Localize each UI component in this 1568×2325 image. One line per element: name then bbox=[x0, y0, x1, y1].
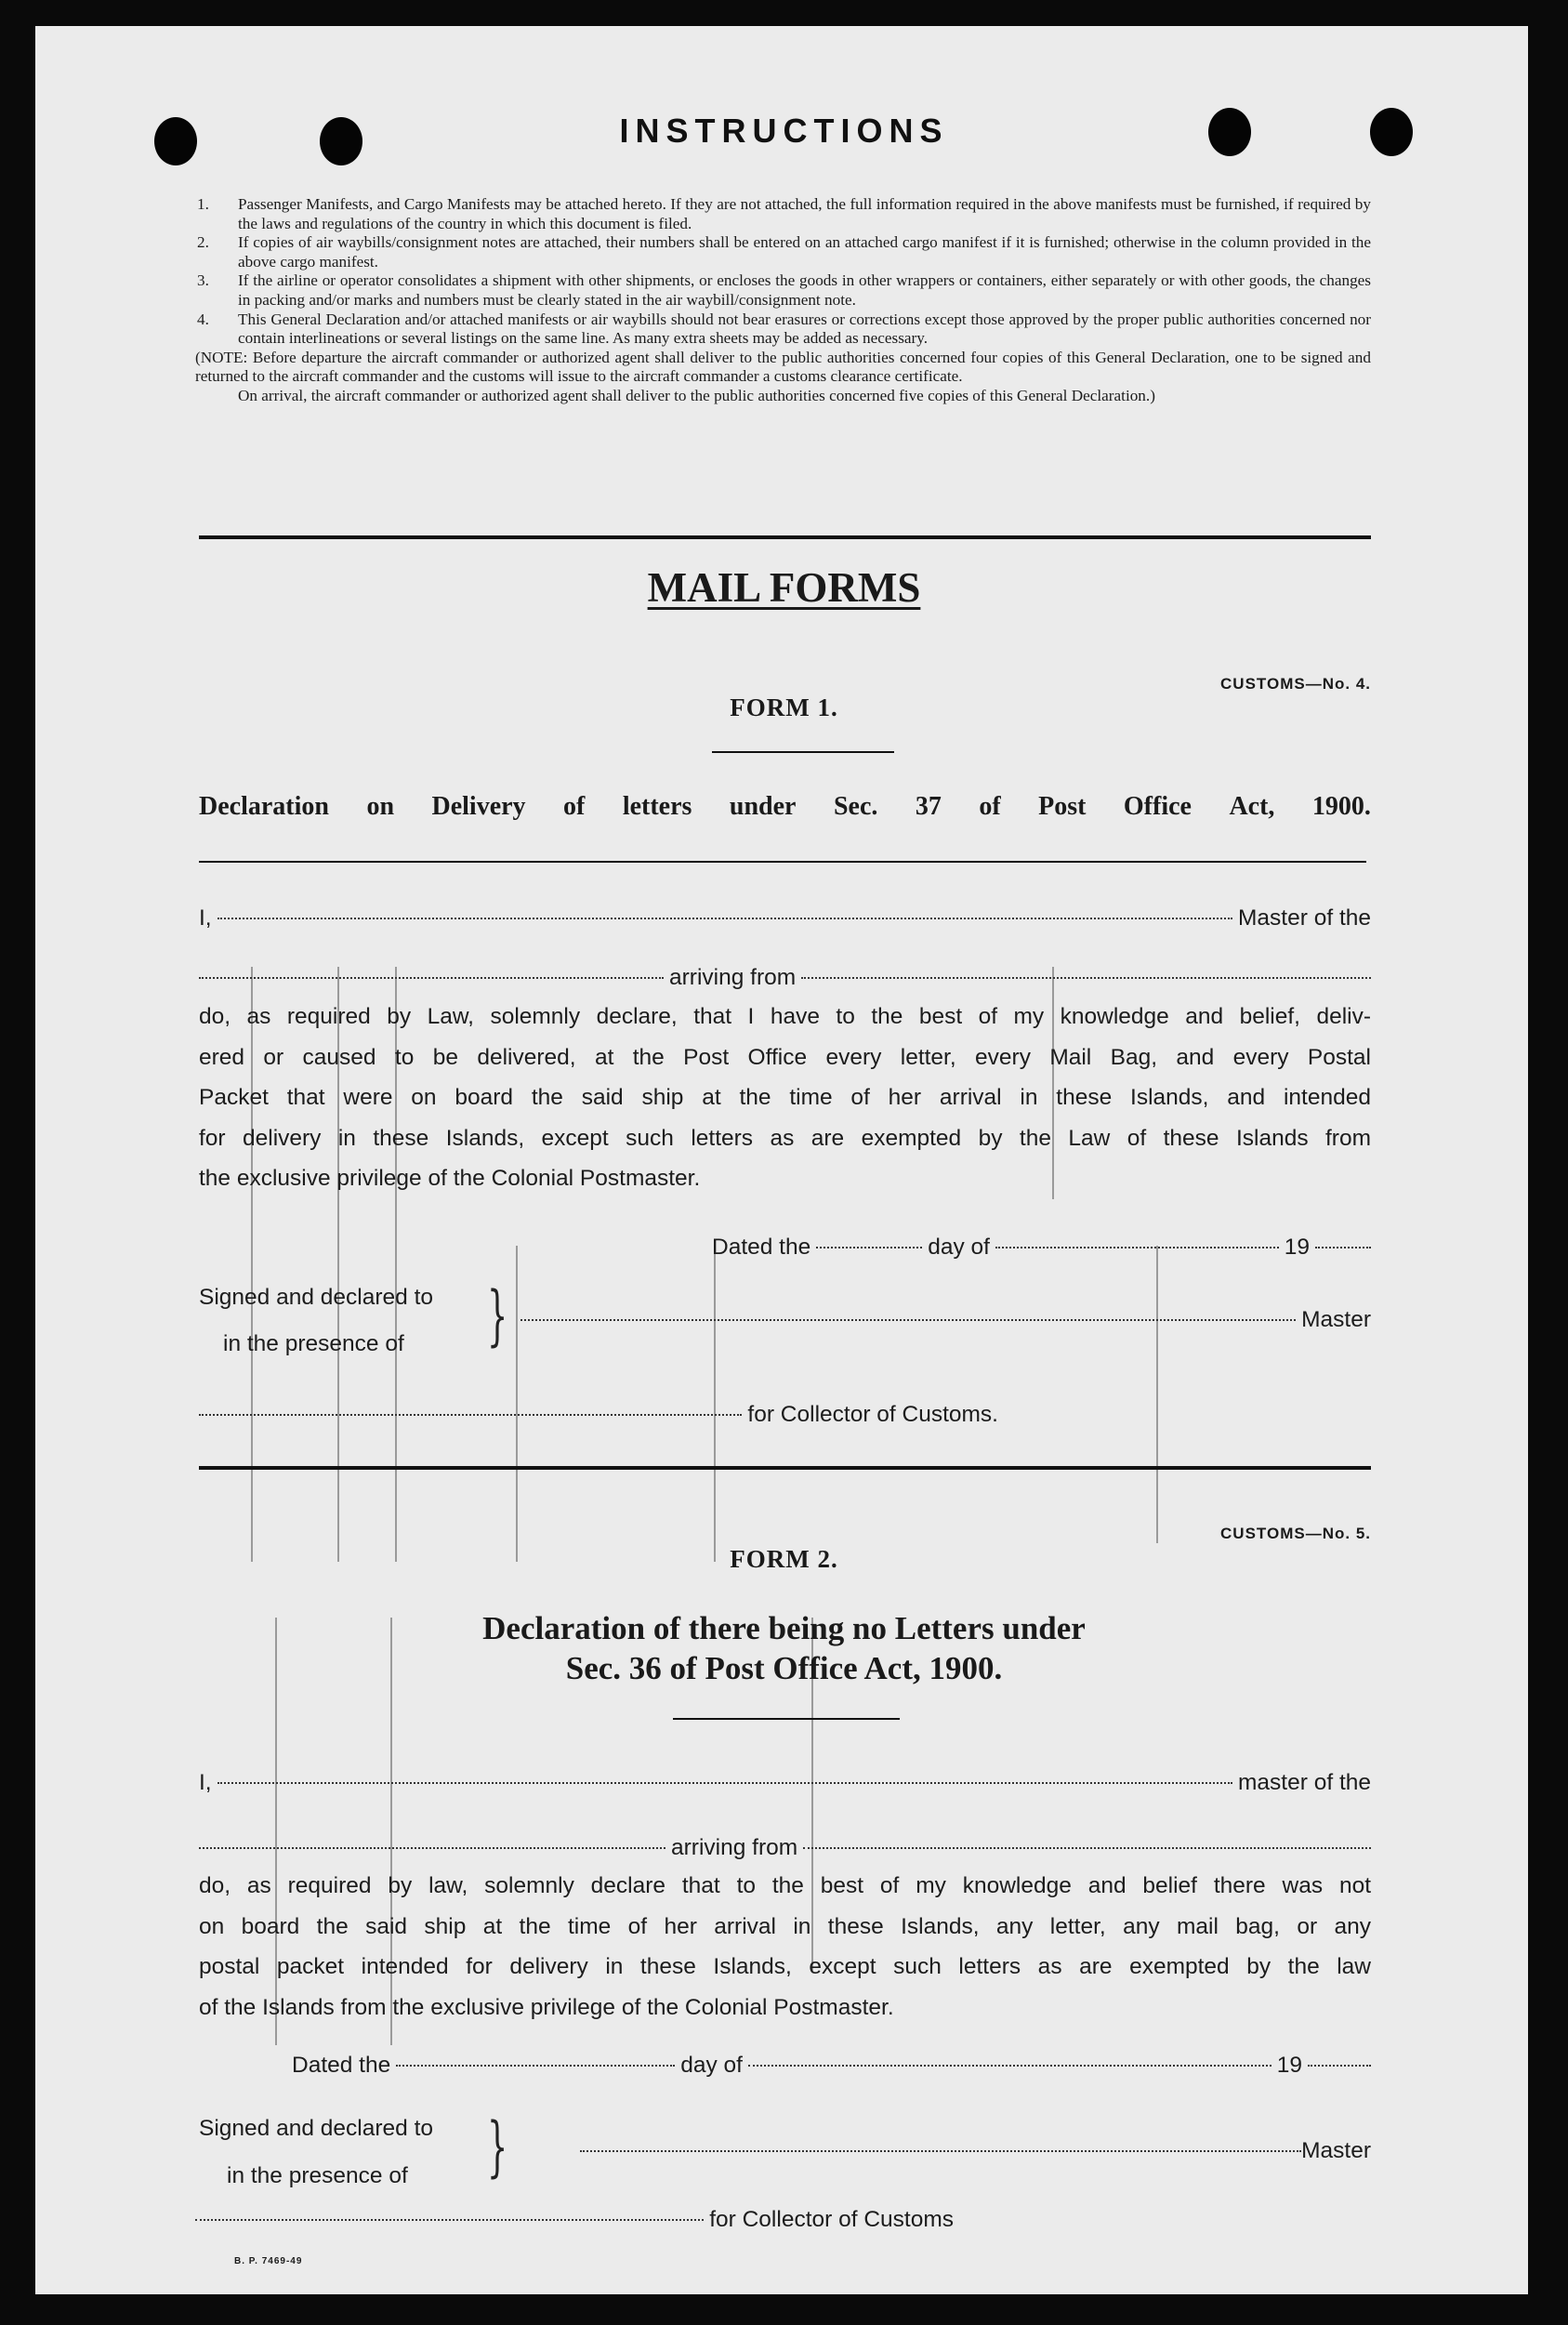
form2-day-field[interactable] bbox=[396, 2064, 675, 2067]
form1-heading-word: under bbox=[729, 792, 797, 821]
form1-origin-field[interactable] bbox=[801, 976, 1371, 979]
form1-ship-field[interactable] bbox=[199, 976, 664, 979]
form1-master-label: Master of the bbox=[1238, 905, 1371, 931]
form2-i-label: I, bbox=[199, 1770, 212, 1795]
form1-collector-label: for Collector of Customs. bbox=[747, 1402, 998, 1427]
instruction-number: 1. bbox=[197, 195, 209, 213]
note-departure: (NOTE: Before departure the aircraft commander or authorized agent shall deliver to the public authorities concerned four copies of this General Declaration, one to be signed and returned to the aircraft commander and the customs will issue to the aircraft commander a customs clearance certificate. bbox=[195, 348, 1371, 386]
form2-arriving-label: arriving from bbox=[671, 1835, 798, 1860]
form1-heading-word: 37 bbox=[915, 792, 942, 821]
pencil-mark bbox=[1156, 1246, 1158, 1543]
brace-icon: } bbox=[487, 2108, 508, 2185]
form1-name-line bbox=[199, 905, 1371, 931]
form1-master-sign-label: Master bbox=[1301, 1307, 1371, 1332]
form1-declaration-paragraph bbox=[199, 1004, 1371, 1207]
form2-paragraph-line: on board the said ship at the time of her arrival in these Islands, any letter, any mail bag, or any bbox=[199, 1913, 1371, 1939]
form2-paragraph-line: postal packet intended for delivery in these Islands, except such letters as are exempted by the law bbox=[199, 1954, 1371, 1979]
form2-collector-line bbox=[195, 2207, 954, 2233]
note-arrival: On arrival, the aircraft commander or authorized agent shall deliver to the public authorities concerned five copies of this General Declaration.) bbox=[238, 386, 1155, 404]
form1-collector-line bbox=[199, 1402, 998, 1428]
form2-ship-line bbox=[199, 1835, 1371, 1861]
instructions-note bbox=[195, 349, 1371, 406]
form1-heading-word: Act, bbox=[1229, 792, 1275, 821]
form1-heading-word: Declaration bbox=[199, 792, 329, 821]
instruction-number: 3. bbox=[197, 271, 209, 290]
form1-collector-field[interactable] bbox=[199, 1413, 742, 1416]
form1-ship-line bbox=[199, 965, 1371, 991]
form2-master-field[interactable] bbox=[580, 2149, 1301, 2152]
form1-paragraph-line: do, as required by Law, solemnly declare, that I have to the best of my knowledge and belief, deliv- bbox=[199, 1004, 1371, 1029]
form1-heading-word: Office bbox=[1123, 792, 1192, 821]
form1-arriving-label: arriving from bbox=[669, 965, 797, 990]
instructions-title: INSTRUCTIONS bbox=[619, 112, 949, 150]
instruction-number: 4. bbox=[197, 310, 209, 328]
form1-heading-word: 1900. bbox=[1311, 792, 1371, 821]
form2-name-line bbox=[199, 1770, 1371, 1796]
form2-year-field[interactable] bbox=[1308, 2064, 1371, 2067]
instruction-text: If copies of air waybills/consignment notes are attached, their numbers shall be entered on an attached cargo manifest if it is furnished; otherwise in the column provided in the above cargo manifest. bbox=[238, 233, 1371, 271]
form1-day-field[interactable] bbox=[816, 1246, 922, 1248]
form2-month-field[interactable] bbox=[748, 2064, 1272, 2067]
form1-heading-word: of bbox=[563, 792, 586, 821]
form2-paragraph-line: do, as required by law, solemnly declare that to the best of my knowledge and belief there was not bbox=[199, 1873, 1371, 1898]
form1-dayof-label: day of bbox=[928, 1235, 990, 1260]
form2-title: FORM 2. bbox=[730, 1545, 838, 1573]
form2-master-line bbox=[580, 2138, 1371, 2164]
form1-paragraph-line: the exclusive privilege of the Colonial Postmaster. bbox=[199, 1166, 701, 1191]
form1-heading-word: Delivery bbox=[431, 792, 526, 821]
form2-dayof-label: day of bbox=[680, 2053, 743, 2078]
form1-paragraph-line: for delivery in these Islands, except such letters as are exempted by the Law of these Islands from bbox=[199, 1125, 1371, 1151]
form2-name-field[interactable] bbox=[217, 1781, 1232, 1784]
instruction-item bbox=[195, 271, 1371, 310]
form2-signed-label: Signed and declared to bbox=[199, 2116, 433, 2141]
form2-year-label: 19 bbox=[1276, 2053, 1302, 2078]
instruction-text: This General Declaration and/or attached manifests or air waybills should not bear erasures or corrections except those approved by the proper public authorities concerned nor contain interlineations or several listings on the same line. As many extra sheets may be added as necessary. bbox=[238, 310, 1371, 348]
form2-date-line bbox=[292, 2053, 1371, 2079]
form2-collector-label: for Collector of Customs bbox=[709, 2207, 954, 2232]
form1-heading-word: Sec. bbox=[833, 792, 878, 821]
form1-master-line bbox=[520, 1307, 1371, 1333]
form2-paragraph-line: of the Islands from the exclusive privilege of the Colonial Postmaster. bbox=[199, 1994, 894, 2020]
divider-rule bbox=[199, 535, 1371, 539]
form-code: B. P. 7469-49 bbox=[234, 2256, 303, 2266]
brace-icon: } bbox=[487, 1277, 508, 1354]
form1-paragraph-line: Packet that were on board the said ship at the time of her arrival in these Islands, and intended bbox=[199, 1085, 1371, 1110]
form1-master-field[interactable] bbox=[520, 1318, 1296, 1321]
form1-dated-label: Dated the bbox=[712, 1235, 811, 1260]
form1-heading-word: letters bbox=[622, 792, 692, 821]
form1-title: FORM 1. bbox=[730, 694, 838, 721]
form2-declaration-line-2: Sec. 36 of Post Office Act, 1900. bbox=[565, 1650, 1003, 1686]
form1-i-label: I, bbox=[199, 905, 212, 931]
customs-number: CUSTOMS—No. 4. bbox=[1220, 675, 1371, 693]
form2-title-rule bbox=[673, 1718, 900, 1720]
instruction-item bbox=[195, 310, 1371, 349]
divider-rule bbox=[199, 1466, 1371, 1470]
form1-year-field[interactable] bbox=[1315, 1246, 1371, 1248]
form1-heading-word: of bbox=[979, 792, 1001, 821]
form2-master-label: master of the bbox=[1238, 1770, 1371, 1795]
instruction-item bbox=[195, 233, 1371, 271]
form2-master-sign-label: Master bbox=[1301, 2138, 1371, 2163]
divider-rule bbox=[199, 861, 1366, 863]
form2-declaration-paragraph bbox=[199, 1873, 1371, 2035]
form1-signed-label: Signed and declared to bbox=[199, 1285, 433, 1310]
form1-heading-word: Post bbox=[1038, 792, 1087, 821]
form1-presence-label: in the presence of bbox=[223, 1331, 404, 1356]
form1-name-field[interactable] bbox=[217, 917, 1232, 919]
form1-paragraph-line: ered or caused to be delivered, at the Post Office every letter, every Mail Bag, and every Postal bbox=[199, 1044, 1371, 1070]
form2-declaration-line-1: Declaration of there being no Letters under bbox=[482, 1610, 1086, 1646]
form1-declaration-heading bbox=[199, 792, 1371, 822]
instructions-list bbox=[195, 195, 1371, 406]
form1-heading-word: on bbox=[366, 792, 395, 821]
form1-title-rule bbox=[712, 751, 894, 753]
form2-presence-label: in the presence of bbox=[227, 2163, 408, 2188]
form2-dated-label: Dated the bbox=[292, 2053, 391, 2078]
instruction-text: If the airline or operator consolidates a shipment with other shipments, or encloses the goods in other wrappers or containers, either separately or with other goods, the changes in packing and/or marks and numbers must be clearly stated in the air waybill/consignment note. bbox=[238, 271, 1371, 309]
instruction-item bbox=[195, 195, 1371, 233]
form2-ship-field[interactable] bbox=[199, 1846, 665, 1849]
form1-month-field[interactable] bbox=[995, 1246, 1279, 1248]
form1-year-label: 19 bbox=[1284, 1235, 1310, 1260]
form2-collector-field[interactable] bbox=[195, 2218, 704, 2221]
form2-origin-field[interactable] bbox=[803, 1846, 1371, 1849]
mail-forms-title: MAIL FORMS bbox=[647, 564, 921, 611]
instruction-text: Passenger Manifests, and Cargo Manifests may be attached hereto. If they are not attached, the full information required in the above manifests must be furnished, if required by the laws and regulations of the country in which this document is filed. bbox=[238, 195, 1371, 232]
customs-number: CUSTOMS—No. 5. bbox=[1220, 1525, 1371, 1542]
instruction-number: 2. bbox=[197, 233, 209, 252]
